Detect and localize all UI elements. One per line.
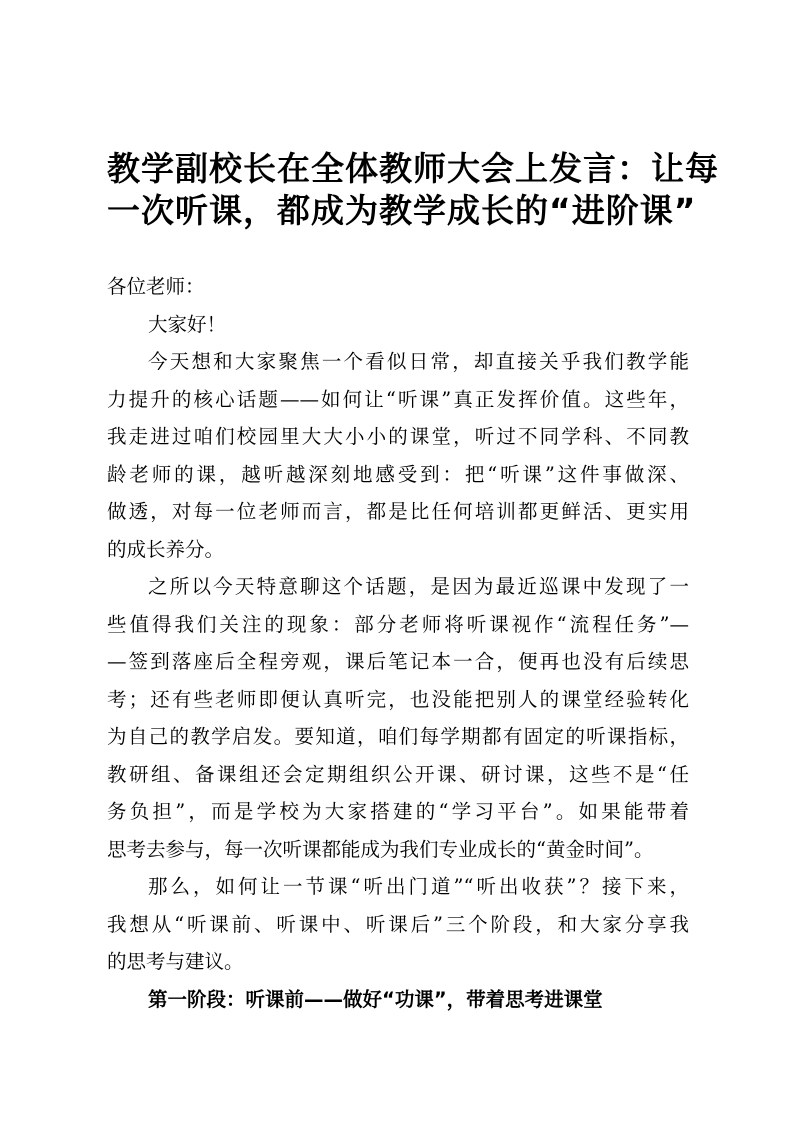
paragraph-line: 我走进过咱们校园里大大小小的课堂，听过不同学科、不同教 (107, 425, 689, 448)
paragraph-line: 务负担”，而是学校为大家搭建的“学习平台”。如果能带着 (107, 800, 689, 823)
paragraph (107, 868, 689, 981)
section-heading: 第一阶段：听课前——做好“功课”，带着思考进课堂 (148, 987, 603, 1011)
title-line: 一次听课，都成为教学成长的“进阶课” (107, 191, 697, 230)
paragraph-line: —签到落座后全程旁观，课后笔记本一合，便再也没有后续思 (107, 650, 689, 673)
salutation: 各位老师： (107, 275, 205, 298)
document-title (107, 148, 719, 232)
paragraph-line: 些值得我们关注的现象：部分老师将听课视作“流程任务”— (107, 612, 689, 636)
paragraph-line: 的成长养分。 (107, 537, 225, 561)
paragraph-line: 教研组、备课组还会定期组织公开课、研讨课，这些不是“任 (107, 762, 689, 786)
paragraph-line: 我想从“听课前、听课中、听课后”三个阶段，和大家分享我 (107, 912, 689, 936)
paragraph-line: 那么，如何让一节课“听出门道”“听出收获”？接下来， (148, 875, 689, 898)
title-line: 教学副校长在全体教师大会上发言：让每 (107, 149, 719, 188)
document-body (107, 268, 689, 1018)
paragraph (107, 306, 689, 344)
paragraph-line: 龄老师的课，越听越深刻地感受到：把“听课”这件事做深、 (107, 462, 689, 486)
paragraph-line: 今天想和大家聚焦一个看似日常，却直接关乎我们教学能 (148, 350, 689, 373)
paragraph (107, 343, 689, 568)
paragraph-line: 思考去参与，每一次听课都能成为我们专业成长的“黄金时间”。 (107, 837, 654, 861)
paragraph-line: 力提升的核心话题——如何让“听课”真正发挥价值。这些年， (107, 387, 689, 411)
paragraph-line: 的思考与建议。 (107, 950, 244, 973)
paragraph (107, 568, 689, 868)
paragraph-line: 之所以今天特意聊这个话题，是因为最近巡课中发现了一 (148, 575, 689, 598)
paragraph-line: 大家好！ (148, 312, 227, 336)
paragraph-line: 考；还有些老师即便认真听完，也没能把别人的课堂经验转化 (107, 687, 689, 711)
paragraph-line: 做透，对每一位老师而言，都是比任何培训都更鲜活、更实用 (107, 500, 689, 523)
paragraph-line: 为自己的教学启发。要知道，咱们每学期都有固定的听课指标， (107, 725, 689, 748)
